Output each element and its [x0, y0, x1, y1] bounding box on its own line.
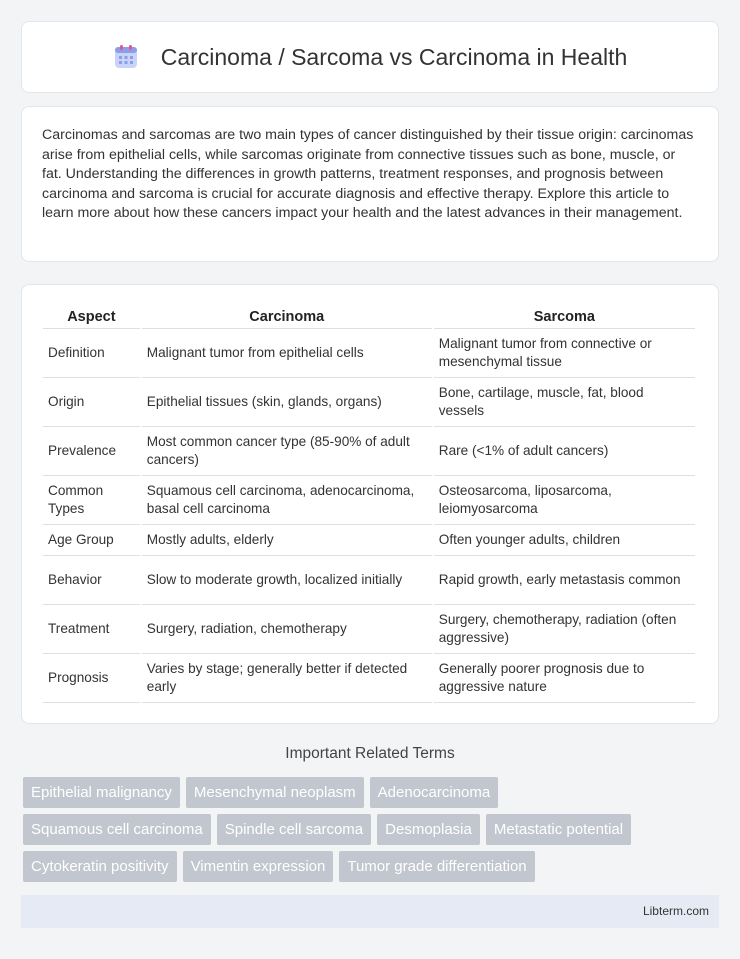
aspect-cell: Origin	[43, 378, 140, 427]
comparison-table	[41, 305, 697, 703]
table-row	[43, 329, 695, 378]
tag-row	[23, 777, 723, 808]
calendar-icon	[113, 44, 139, 70]
aspect-cell: Common Types	[43, 476, 140, 525]
aspect-cell: Age Group	[43, 525, 140, 556]
tag-row	[23, 814, 723, 845]
carcinoma-cell: Most common cancer type (85-90% of adult cancers)	[142, 427, 432, 476]
header-aspect: Aspect	[43, 305, 140, 329]
carcinoma-cell: Epithelial tissues (skin, glands, organs)	[142, 378, 432, 427]
table-row	[43, 605, 695, 654]
table-row	[43, 525, 695, 556]
aspect-cell: Definition	[43, 329, 140, 378]
sarcoma-cell: Malignant tumor from connective or mesenchymal tissue	[434, 329, 695, 378]
carcinoma-cell: Surgery, radiation, chemotherapy	[142, 605, 432, 654]
table-row	[43, 378, 695, 427]
carcinoma-cell: Malignant tumor from epithelial cells	[142, 329, 432, 378]
term-tag[interactable]: Metastatic potential	[486, 814, 631, 845]
tag-row	[23, 851, 723, 882]
term-tag[interactable]: Mesenchymal neoplasm	[186, 777, 364, 808]
carcinoma-cell: Mostly adults, elderly	[142, 525, 432, 556]
term-tag[interactable]: Squamous cell carcinoma	[23, 814, 211, 845]
related-terms-title: Important Related Terms	[285, 745, 455, 762]
sarcoma-cell: Rare (<1% of adult cancers)	[434, 427, 695, 476]
footer-link[interactable]: Libterm.com	[642, 904, 709, 918]
related-terms-list	[23, 777, 723, 888]
sarcoma-cell: Rapid growth, early metastasis common	[434, 556, 695, 605]
term-tag[interactable]: Desmoplasia	[377, 814, 480, 845]
term-tag[interactable]: Spindle cell sarcoma	[217, 814, 371, 845]
sarcoma-cell: Osteosarcoma, liposarcoma, leiomyosarcoma	[434, 476, 695, 525]
header-card	[21, 21, 719, 93]
aspect-cell: Prevalence	[43, 427, 140, 476]
term-tag[interactable]: Vimentin expression	[183, 851, 334, 882]
aspect-cell: Behavior	[43, 556, 140, 605]
term-tag[interactable]: Adenocarcinoma	[370, 777, 499, 808]
table-row	[43, 427, 695, 476]
comparison-table-card	[21, 284, 719, 724]
footer	[21, 895, 719, 928]
carcinoma-cell: Squamous cell carcinoma, adenocarcinoma, basal cell carcinoma	[142, 476, 432, 525]
sarcoma-cell: Often younger adults, children	[434, 525, 695, 556]
term-tag[interactable]: Epithelial malignancy	[23, 777, 180, 808]
intro-card	[21, 106, 719, 262]
sarcoma-cell: Surgery, chemotherapy, radiation (often aggressive)	[434, 605, 695, 654]
table-row	[43, 476, 695, 525]
sarcoma-cell: Bone, cartilage, muscle, fat, blood vessels	[434, 378, 695, 427]
intro-text: Carcinomas and sarcomas are two main types of cancer distinguished by their tissue origin: carcinomas arise from epithelial cells, while sarcomas originate from connective tissues such as bone, muscle, or fat. Understanding the differences in growth patterns, treatment responses, and prognosis between carcinoma and sarcoma is crucial for accurate diagnosis and effective therapy. Explore this article to learn more about how these cancers impact your health and the latest advances in their management.	[42, 127, 694, 221]
aspect-cell: Treatment	[43, 605, 140, 654]
page-title: Carcinoma / Sarcoma vs Carcinoma in Health	[160, 43, 628, 70]
aspect-cell: Prognosis	[43, 654, 140, 703]
table-row	[43, 654, 695, 703]
header-sarcoma: Sarcoma	[434, 305, 695, 329]
table-row	[43, 556, 695, 605]
header-carcinoma: Carcinoma	[142, 305, 432, 329]
table-header-row	[43, 305, 695, 329]
term-tag[interactable]: Cytokeratin positivity	[23, 851, 177, 882]
term-tag[interactable]: Tumor grade differentiation	[339, 851, 534, 882]
carcinoma-cell: Varies by stage; generally better if detected early	[142, 654, 432, 703]
carcinoma-cell: Slow to moderate growth, localized initially	[142, 556, 432, 605]
sarcoma-cell: Generally poorer prognosis due to aggressive nature	[434, 654, 695, 703]
